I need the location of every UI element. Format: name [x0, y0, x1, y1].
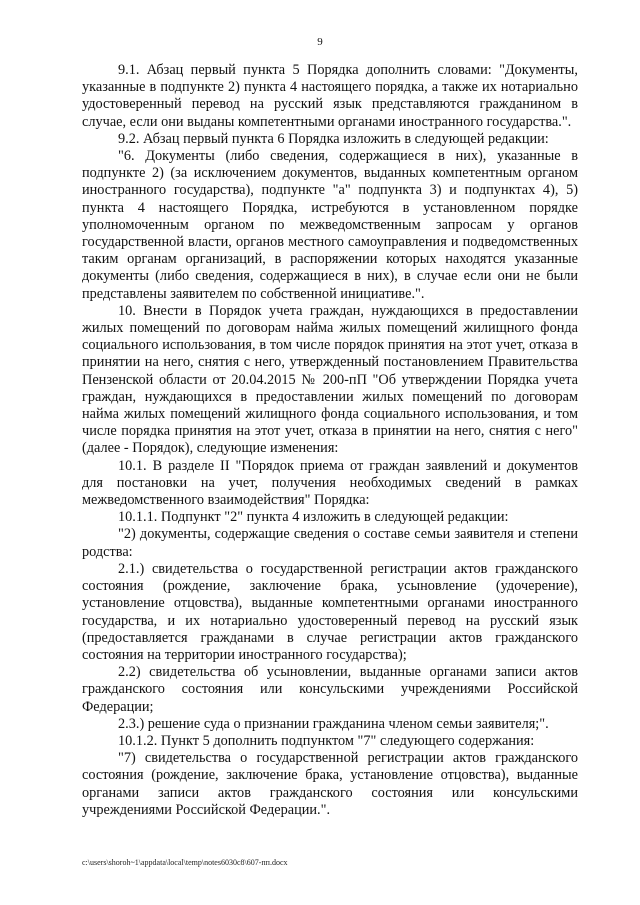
paragraph-item-6: "6. Документы (либо сведения, содержащиеся в них), указанные в подпункте 2) (за исключением документов, выданных компетентным органом иностранного государства), подпункте "а" подпункта 3) и подпунктах 4), 5) пункта 4 настоящего Порядка, истребуются в установленном порядке уполномоченным органом по межведомственным запросам у органов государственной власти, органов местного самоуправления и подведомственных таким органам организаций, в распоряжении которых находятся указанные документы (либо сведения, содержащиеся в них), в случае если они не были представлены заявителем по собственной инициативе.".	[82, 148, 578, 302]
paragraph-9-2: 9.2. Абзац первый пункта 6 Порядка изложить в следующей редакции:	[118, 130, 549, 147]
document-body	[82, 62, 578, 819]
paragraph-10: 10. Внести в Порядок учета граждан, нуждающихся в предоставлении жилых помещений по договорам найма жилых помещений жилищного фонда социального использования, в том числе порядок принятия на этот учет, отказа в принятии на него, снятия с него, утвержденный постановлением Правительства Пензенской области от 20.04.2015 № 200-пП "Об утверждении Порядка учета граждан, нуждающихся в предоставлении жилых помещений по договорам найма жилых помещений жилищного фонда социального использования, и том числе порядка принятия на этот учет, отказа в принятии на него, снятия с него" (далее - Порядок), следующие изменения:	[82, 302, 578, 457]
file-path-footer: c:\users\shoroh~1\appdata\local\temp\notes6030c8\607-пп.docx	[82, 858, 288, 867]
paragraph-9-1: 9.1. Абзац первый пункта 5 Порядка дополнить словами: "Документы, указанные в подпункте 2) пункта 4 настоящего порядка, а также их нотариально удостоверенный перевод на русский язык представляются гражданином в случае, если они выданы компетентными органами иностранного государства.".	[82, 62, 578, 130]
page-number: 9	[317, 36, 323, 48]
paragraph-subitem-2-1: 2.1.) свидетельства о государственной регистрации актов гражданского состояния (рождение, заключение брака, усыновление (удочерение), установление отцовства), выданные компетентными органами иностранного государства, и их нотариально удостоверенный перевод на русский язык (предоставляется гражданами в случае регистрации актов гражданского состояния на территории иностранного государства);	[82, 560, 578, 663]
paragraph-subitem-2-3: 2.3.) решение суда о признании гражданина членом семьи заявителя;".	[118, 715, 549, 732]
paragraph-10-1: 10.1. В разделе II "Порядок приема от граждан заявлений и документов для постановки на учет, получения необходимых сведений в рамках межведомственного взаимодействия" Порядка:	[82, 457, 578, 509]
paragraph-subitem-7: "7) свидетельства о государственной регистрации актов гражданского состояния (рождение, заключение брака, установление отцовства), выданные органами записи актов гражданского состояния или консульскими учреждениями Российской Федерации.".	[82, 750, 578, 818]
paragraph-subitem-2-2: 2.2) свидетельства об усыновлении, выданные органами записи актов гражданского состояния или консульскими учреждениями Российской Федерации;	[82, 664, 578, 715]
paragraph-10-1-1: 10.1.1. Подпункт "2" пункта 4 изложить в следующей редакции:	[118, 509, 509, 526]
paragraph-10-1-2: 10.1.2. Пункт 5 дополнить подпунктом "7" следующего содержания:	[118, 732, 535, 749]
paragraph-subitem-2: "2) документы, содержащие сведения о составе семьи заявителя и степени родства:	[82, 526, 578, 560]
